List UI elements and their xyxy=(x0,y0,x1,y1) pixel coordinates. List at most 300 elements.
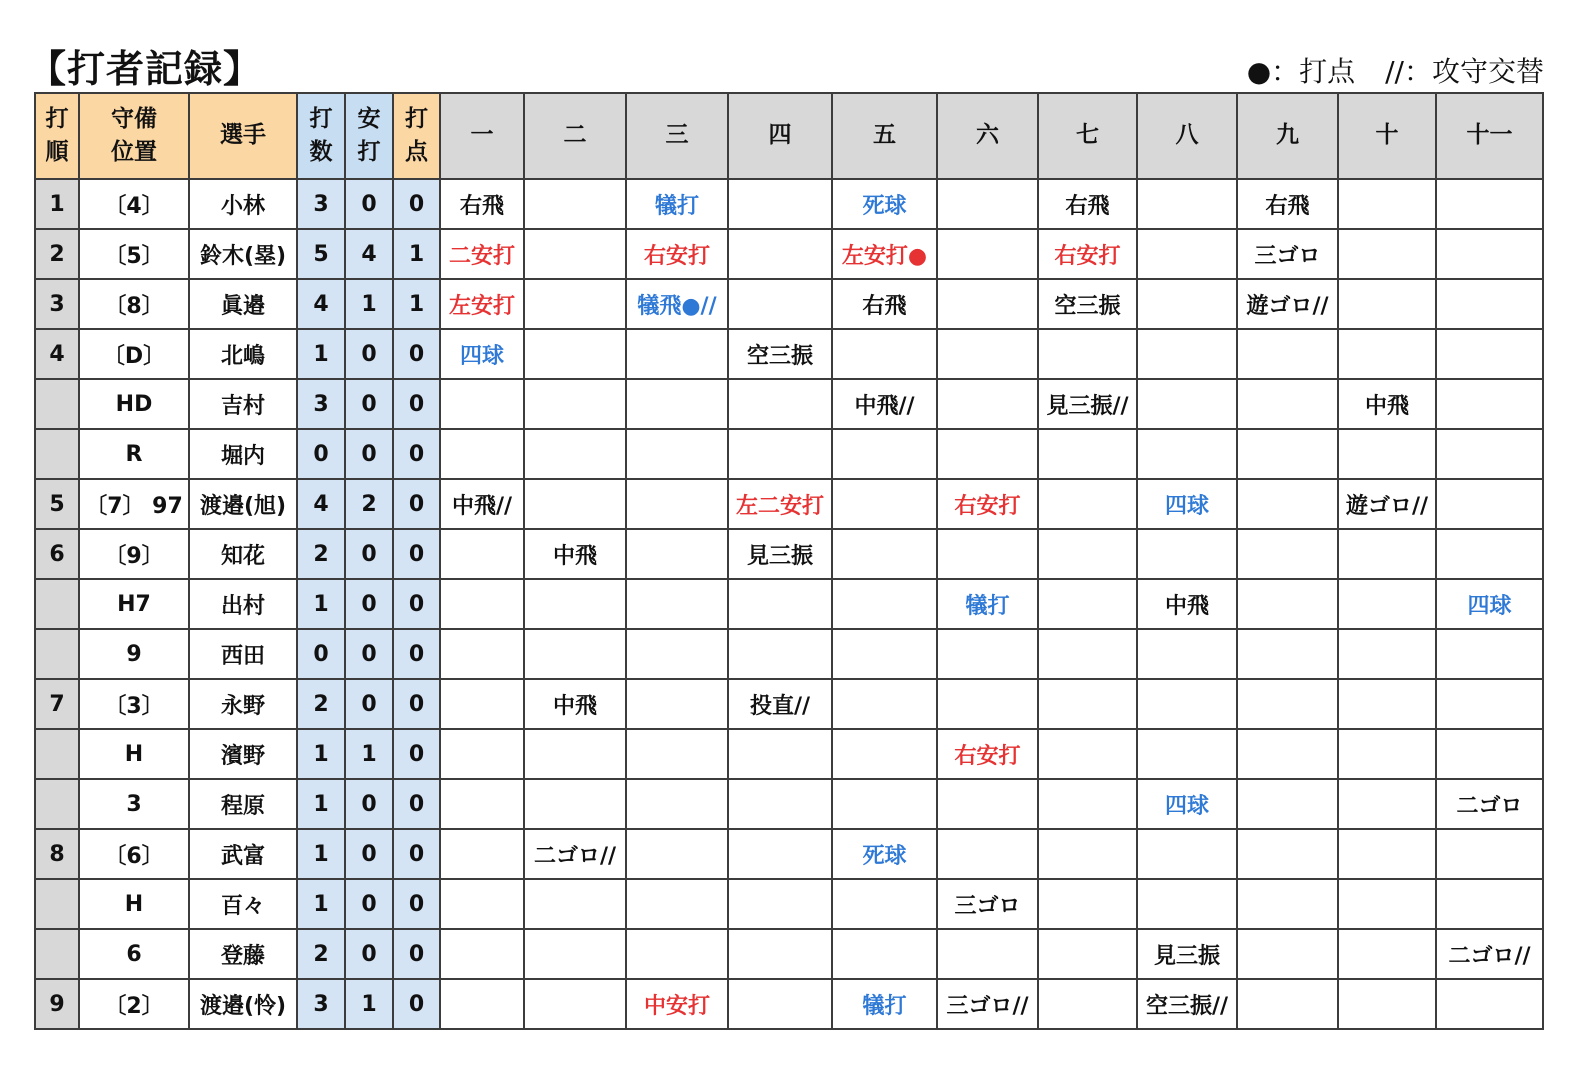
inning-result-3 xyxy=(626,879,728,929)
inning-result-4 xyxy=(728,579,832,629)
inning-result-2 xyxy=(524,779,626,829)
inning-result-4 xyxy=(728,229,832,279)
inning-result-7: 空三振 xyxy=(1038,279,1137,329)
inning-result-5 xyxy=(832,429,937,479)
inning-result-7 xyxy=(1038,729,1137,779)
inning-result-4 xyxy=(728,729,832,779)
fielding-position: 〔8〕 xyxy=(79,279,189,329)
rbi: 0 xyxy=(393,779,440,829)
header-position: 守備 位置 xyxy=(79,93,189,179)
inning-result-10 xyxy=(1338,629,1436,679)
inning-result-1 xyxy=(440,529,524,579)
inning-result-9 xyxy=(1237,829,1338,879)
at-bats: 4 xyxy=(297,279,345,329)
table-row xyxy=(35,579,1543,629)
at-bats: 2 xyxy=(297,529,345,579)
inning-result-4 xyxy=(728,179,832,229)
inning-header-8: 八 xyxy=(1137,93,1237,179)
rbi: 0 xyxy=(393,929,440,979)
inning-result-9 xyxy=(1237,529,1338,579)
at-bats: 1 xyxy=(297,729,345,779)
inning-result-4 xyxy=(728,879,832,929)
inning-result-10 xyxy=(1338,779,1436,829)
inning-result-6 xyxy=(937,279,1038,329)
inning-result-2 xyxy=(524,229,626,279)
at-bats: 3 xyxy=(297,179,345,229)
inning-result-5 xyxy=(832,529,937,579)
fielding-position: 9 xyxy=(79,629,189,679)
table-row xyxy=(35,529,1543,579)
inning-result-3 xyxy=(626,329,728,379)
player-name: 程原 xyxy=(189,779,297,829)
inning-result-3: 右安打 xyxy=(626,229,728,279)
inning-result-5 xyxy=(832,329,937,379)
inning-result-8 xyxy=(1137,279,1237,329)
hits: 0 xyxy=(345,429,393,479)
inning-result-2 xyxy=(524,329,626,379)
inning-result-6: 右安打 xyxy=(937,479,1038,529)
inning-header-1: 一 xyxy=(440,93,524,179)
batting-order xyxy=(35,929,79,979)
rbi: 0 xyxy=(393,979,440,1029)
inning-result-5 xyxy=(832,929,937,979)
inning-result-6: 犠打 xyxy=(937,579,1038,629)
inning-result-10 xyxy=(1338,429,1436,479)
inning-result-10 xyxy=(1338,979,1436,1029)
inning-result-10 xyxy=(1338,329,1436,379)
inning-result-10 xyxy=(1338,729,1436,779)
hits: 0 xyxy=(345,179,393,229)
inning-result-11 xyxy=(1436,629,1543,679)
table-row xyxy=(35,729,1543,779)
inning-result-1: 左安打 xyxy=(440,279,524,329)
inning-result-8 xyxy=(1137,879,1237,929)
inning-result-11 xyxy=(1436,179,1543,229)
inning-result-3: 中安打 xyxy=(626,979,728,1029)
table-row xyxy=(35,879,1543,929)
inning-result-7: 右安打 xyxy=(1038,229,1137,279)
inning-result-10 xyxy=(1338,879,1436,929)
inning-result-6 xyxy=(937,829,1038,879)
hits: 0 xyxy=(345,629,393,679)
inning-result-1 xyxy=(440,579,524,629)
inning-result-1 xyxy=(440,679,524,729)
hits: 2 xyxy=(345,479,393,529)
inning-result-4 xyxy=(728,979,832,1029)
fielding-position: 3 xyxy=(79,779,189,829)
fielding-position: R xyxy=(79,429,189,479)
inning-result-3 xyxy=(626,779,728,829)
rbi: 1 xyxy=(393,279,440,329)
inning-result-11 xyxy=(1436,679,1543,729)
at-bats: 1 xyxy=(297,829,345,879)
at-bats: 1 xyxy=(297,779,345,829)
inning-header-7: 七 xyxy=(1038,93,1137,179)
inning-result-8 xyxy=(1137,829,1237,879)
player-name: 西田 xyxy=(189,629,297,679)
at-bats: 1 xyxy=(297,579,345,629)
inning-result-2 xyxy=(524,179,626,229)
inning-result-9 xyxy=(1237,579,1338,629)
inning-result-11 xyxy=(1436,429,1543,479)
player-name: 濱野 xyxy=(189,729,297,779)
inning-result-7 xyxy=(1038,629,1137,679)
at-bats: 0 xyxy=(297,629,345,679)
inning-result-2: 中飛 xyxy=(524,529,626,579)
inning-header-6: 六 xyxy=(937,93,1038,179)
inning-result-5 xyxy=(832,629,937,679)
batting-order xyxy=(35,579,79,629)
inning-result-2 xyxy=(524,879,626,929)
inning-result-6 xyxy=(937,179,1038,229)
inning-result-8 xyxy=(1137,329,1237,379)
inning-result-6 xyxy=(937,679,1038,729)
player-name: 鈴木(塁) xyxy=(189,229,297,279)
hits: 1 xyxy=(345,279,393,329)
inning-result-11 xyxy=(1436,229,1543,279)
player-name: 渡邉(旭) xyxy=(189,479,297,529)
table-row xyxy=(35,229,1543,279)
hits: 0 xyxy=(345,379,393,429)
player-name: 小林 xyxy=(189,179,297,229)
inning-result-1: 四球 xyxy=(440,329,524,379)
fielding-position: 〔3〕 xyxy=(79,679,189,729)
inning-result-5 xyxy=(832,879,937,929)
fielding-position: H7 xyxy=(79,579,189,629)
inning-result-5: 死球 xyxy=(832,179,937,229)
inning-result-8 xyxy=(1137,429,1237,479)
player-name: 吉村 xyxy=(189,379,297,429)
inning-result-1 xyxy=(440,629,524,679)
inning-result-3: 犠打 xyxy=(626,179,728,229)
inning-result-8: 四球 xyxy=(1137,479,1237,529)
fielding-position: 〔D〕 xyxy=(79,329,189,379)
table-row xyxy=(35,379,1543,429)
rbi: 0 xyxy=(393,679,440,729)
batting-order xyxy=(35,879,79,929)
hits: 0 xyxy=(345,879,393,929)
inning-header-9: 九 xyxy=(1237,93,1338,179)
inning-result-4: 左二安打 xyxy=(728,479,832,529)
batting-order xyxy=(35,379,79,429)
header-player: 選手 xyxy=(189,93,297,179)
inning-header-2: 二 xyxy=(524,93,626,179)
fielding-position: 6 xyxy=(79,929,189,979)
batting-order xyxy=(35,779,79,829)
inning-result-2 xyxy=(524,429,626,479)
inning-result-3 xyxy=(626,529,728,579)
inning-result-9 xyxy=(1237,429,1338,479)
fielding-position: HD xyxy=(79,379,189,429)
table-row xyxy=(35,929,1543,979)
header-at-bats: 打 数 xyxy=(297,93,345,179)
inning-result-1 xyxy=(440,979,524,1029)
inning-result-2 xyxy=(524,279,626,329)
inning-result-10 xyxy=(1338,529,1436,579)
inning-result-9 xyxy=(1237,879,1338,929)
inning-result-8: 四球 xyxy=(1137,779,1237,829)
rbi: 0 xyxy=(393,329,440,379)
inning-result-10 xyxy=(1338,929,1436,979)
inning-result-2 xyxy=(524,479,626,529)
legend-swap: //：攻守交替 xyxy=(1385,55,1544,88)
inning-result-1 xyxy=(440,779,524,829)
inning-result-5 xyxy=(832,579,937,629)
inning-result-11: 四球 xyxy=(1436,579,1543,629)
inning-result-3 xyxy=(626,929,728,979)
rbi: 0 xyxy=(393,579,440,629)
table-row xyxy=(35,279,1543,329)
batting-order xyxy=(35,429,79,479)
inning-result-10 xyxy=(1338,579,1436,629)
at-bats: 3 xyxy=(297,379,345,429)
table-body xyxy=(35,179,1543,1029)
inning-result-4 xyxy=(728,429,832,479)
header-order: 打 順 xyxy=(35,93,79,179)
inning-result-6 xyxy=(937,929,1038,979)
inning-result-2: 二ゴロ// xyxy=(524,829,626,879)
inning-result-6 xyxy=(937,779,1038,829)
inning-result-7 xyxy=(1038,829,1137,879)
player-name: 北嶋 xyxy=(189,329,297,379)
rbi: 0 xyxy=(393,729,440,779)
player-name: 渡邉(怜) xyxy=(189,979,297,1029)
rbi: 0 xyxy=(393,529,440,579)
legend xyxy=(1247,50,1544,90)
inning-result-9: 右飛 xyxy=(1237,179,1338,229)
hits: 4 xyxy=(345,229,393,279)
inning-result-4 xyxy=(728,379,832,429)
inning-result-10: 遊ゴロ// xyxy=(1338,479,1436,529)
inning-result-9: 三ゴロ xyxy=(1237,229,1338,279)
player-name: 永野 xyxy=(189,679,297,729)
fielding-position: 〔2〕 xyxy=(79,979,189,1029)
inning-header-4: 四 xyxy=(728,93,832,179)
inning-result-6 xyxy=(937,229,1038,279)
inning-result-1: 右飛 xyxy=(440,179,524,229)
inning-result-2 xyxy=(524,729,626,779)
table-row xyxy=(35,779,1543,829)
inning-result-7 xyxy=(1038,529,1137,579)
inning-result-9: 遊ゴロ// xyxy=(1237,279,1338,329)
hits: 1 xyxy=(345,979,393,1029)
inning-result-9 xyxy=(1237,729,1338,779)
inning-result-7 xyxy=(1038,779,1137,829)
inning-result-8 xyxy=(1137,529,1237,579)
inning-result-8: 空三振// xyxy=(1137,979,1237,1029)
inning-result-10 xyxy=(1338,829,1436,879)
player-name: 登藤 xyxy=(189,929,297,979)
fielding-position: H xyxy=(79,879,189,929)
player-name: 武富 xyxy=(189,829,297,879)
inning-result-9 xyxy=(1237,629,1338,679)
inning-result-3 xyxy=(626,479,728,529)
inning-result-4 xyxy=(728,629,832,679)
inning-result-10 xyxy=(1338,679,1436,729)
inning-result-5 xyxy=(832,479,937,529)
inning-result-5: 死球 xyxy=(832,829,937,879)
inning-result-9 xyxy=(1237,329,1338,379)
at-bats: 3 xyxy=(297,979,345,1029)
inning-result-10 xyxy=(1338,229,1436,279)
inning-result-6: 右安打 xyxy=(937,729,1038,779)
table-row xyxy=(35,179,1543,229)
inning-result-3 xyxy=(626,579,728,629)
at-bats: 1 xyxy=(297,879,345,929)
table-row xyxy=(35,979,1543,1029)
inning-result-1 xyxy=(440,429,524,479)
hits: 0 xyxy=(345,329,393,379)
inning-result-8 xyxy=(1137,729,1237,779)
at-bats: 2 xyxy=(297,929,345,979)
inning-result-4: 見三振 xyxy=(728,529,832,579)
inning-result-8: 見三振 xyxy=(1137,929,1237,979)
inning-result-11 xyxy=(1436,729,1543,779)
inning-result-5: 中飛// xyxy=(832,379,937,429)
inning-result-7 xyxy=(1038,979,1137,1029)
fielding-position: H xyxy=(79,729,189,779)
header-hits: 安 打 xyxy=(345,93,393,179)
inning-header-11: 十一 xyxy=(1436,93,1543,179)
hits: 1 xyxy=(345,729,393,779)
player-name: 堀内 xyxy=(189,429,297,479)
inning-result-11 xyxy=(1436,379,1543,429)
inning-result-7 xyxy=(1038,479,1137,529)
inning-result-6 xyxy=(937,429,1038,479)
inning-result-8: 中飛 xyxy=(1137,579,1237,629)
batting-order: 6 xyxy=(35,529,79,579)
inning-result-6 xyxy=(937,329,1038,379)
table-row xyxy=(35,479,1543,529)
batting-order: 1 xyxy=(35,179,79,229)
inning-result-11: 二ゴロ// xyxy=(1436,929,1543,979)
inning-result-10 xyxy=(1338,279,1436,329)
fielding-position: 〔7〕 97 xyxy=(79,479,189,529)
inning-result-3 xyxy=(626,679,728,729)
inning-result-5: 右飛 xyxy=(832,279,937,329)
rbi: 0 xyxy=(393,479,440,529)
at-bats: 0 xyxy=(297,429,345,479)
table-row xyxy=(35,829,1543,879)
legend-rbi: ●：打点 xyxy=(1246,55,1356,88)
batting-record-table xyxy=(34,92,1544,1030)
table-row xyxy=(35,429,1543,479)
inning-result-2 xyxy=(524,929,626,979)
hits: 0 xyxy=(345,529,393,579)
inning-result-6 xyxy=(937,529,1038,579)
rbi: 0 xyxy=(393,379,440,429)
inning-result-3 xyxy=(626,729,728,779)
hits: 0 xyxy=(345,579,393,629)
inning-result-5 xyxy=(832,729,937,779)
inning-result-11 xyxy=(1436,479,1543,529)
inning-result-11 xyxy=(1436,279,1543,329)
inning-header-5: 五 xyxy=(832,93,937,179)
hits: 0 xyxy=(345,779,393,829)
inning-result-7 xyxy=(1038,429,1137,479)
inning-result-2 xyxy=(524,579,626,629)
rbi: 0 xyxy=(393,429,440,479)
batting-order: 7 xyxy=(35,679,79,729)
inning-result-7 xyxy=(1038,329,1137,379)
player-name: 知花 xyxy=(189,529,297,579)
inning-result-8 xyxy=(1137,679,1237,729)
inning-result-8 xyxy=(1137,229,1237,279)
inning-result-3: 犠飛●// xyxy=(626,279,728,329)
player-name: 百々 xyxy=(189,879,297,929)
inning-result-4: 空三振 xyxy=(728,329,832,379)
rbi: 0 xyxy=(393,629,440,679)
batting-order xyxy=(35,629,79,679)
hits: 0 xyxy=(345,679,393,729)
inning-result-1: 中飛// xyxy=(440,479,524,529)
inning-result-8 xyxy=(1137,629,1237,679)
fielding-position: 〔9〕 xyxy=(79,529,189,579)
hits: 0 xyxy=(345,929,393,979)
rbi: 0 xyxy=(393,179,440,229)
hits: 0 xyxy=(345,829,393,879)
inning-result-3 xyxy=(626,629,728,679)
inning-result-10 xyxy=(1338,179,1436,229)
inning-result-2 xyxy=(524,629,626,679)
batting-order: 3 xyxy=(35,279,79,329)
inning-result-9 xyxy=(1237,929,1338,979)
inning-result-11 xyxy=(1436,329,1543,379)
inning-result-4 xyxy=(728,929,832,979)
table-row xyxy=(35,679,1543,729)
inning-result-5 xyxy=(832,779,937,829)
inning-result-4 xyxy=(728,829,832,879)
at-bats: 5 xyxy=(297,229,345,279)
inning-header-3: 三 xyxy=(626,93,728,179)
inning-result-1 xyxy=(440,379,524,429)
inning-result-9 xyxy=(1237,979,1338,1029)
page-title: 【打者記録】 xyxy=(28,47,263,91)
rbi: 0 xyxy=(393,879,440,929)
rbi: 0 xyxy=(393,829,440,879)
at-bats: 1 xyxy=(297,329,345,379)
inning-result-3 xyxy=(626,379,728,429)
fielding-position: 〔5〕 xyxy=(79,229,189,279)
inning-result-11 xyxy=(1436,879,1543,929)
inning-result-9 xyxy=(1237,379,1338,429)
inning-result-2 xyxy=(524,379,626,429)
inning-result-9 xyxy=(1237,779,1338,829)
inning-header-10: 十 xyxy=(1338,93,1436,179)
inning-result-3 xyxy=(626,429,728,479)
inning-result-6 xyxy=(937,629,1038,679)
at-bats: 2 xyxy=(297,679,345,729)
inning-result-1 xyxy=(440,929,524,979)
inning-result-7 xyxy=(1038,929,1137,979)
fielding-position: 〔4〕 xyxy=(79,179,189,229)
inning-result-11 xyxy=(1436,979,1543,1029)
player-name: 眞邉 xyxy=(189,279,297,329)
inning-result-1 xyxy=(440,729,524,779)
batting-order: 9 xyxy=(35,979,79,1029)
inning-result-7 xyxy=(1038,579,1137,629)
rbi: 1 xyxy=(393,229,440,279)
table-row xyxy=(35,329,1543,379)
inning-result-11 xyxy=(1436,529,1543,579)
inning-result-8 xyxy=(1137,379,1237,429)
inning-result-4: 投直// xyxy=(728,679,832,729)
inning-result-8 xyxy=(1137,179,1237,229)
inning-result-7 xyxy=(1038,879,1137,929)
inning-result-4 xyxy=(728,779,832,829)
inning-result-6: 三ゴロ// xyxy=(937,979,1038,1029)
inning-result-6: 三ゴロ xyxy=(937,879,1038,929)
